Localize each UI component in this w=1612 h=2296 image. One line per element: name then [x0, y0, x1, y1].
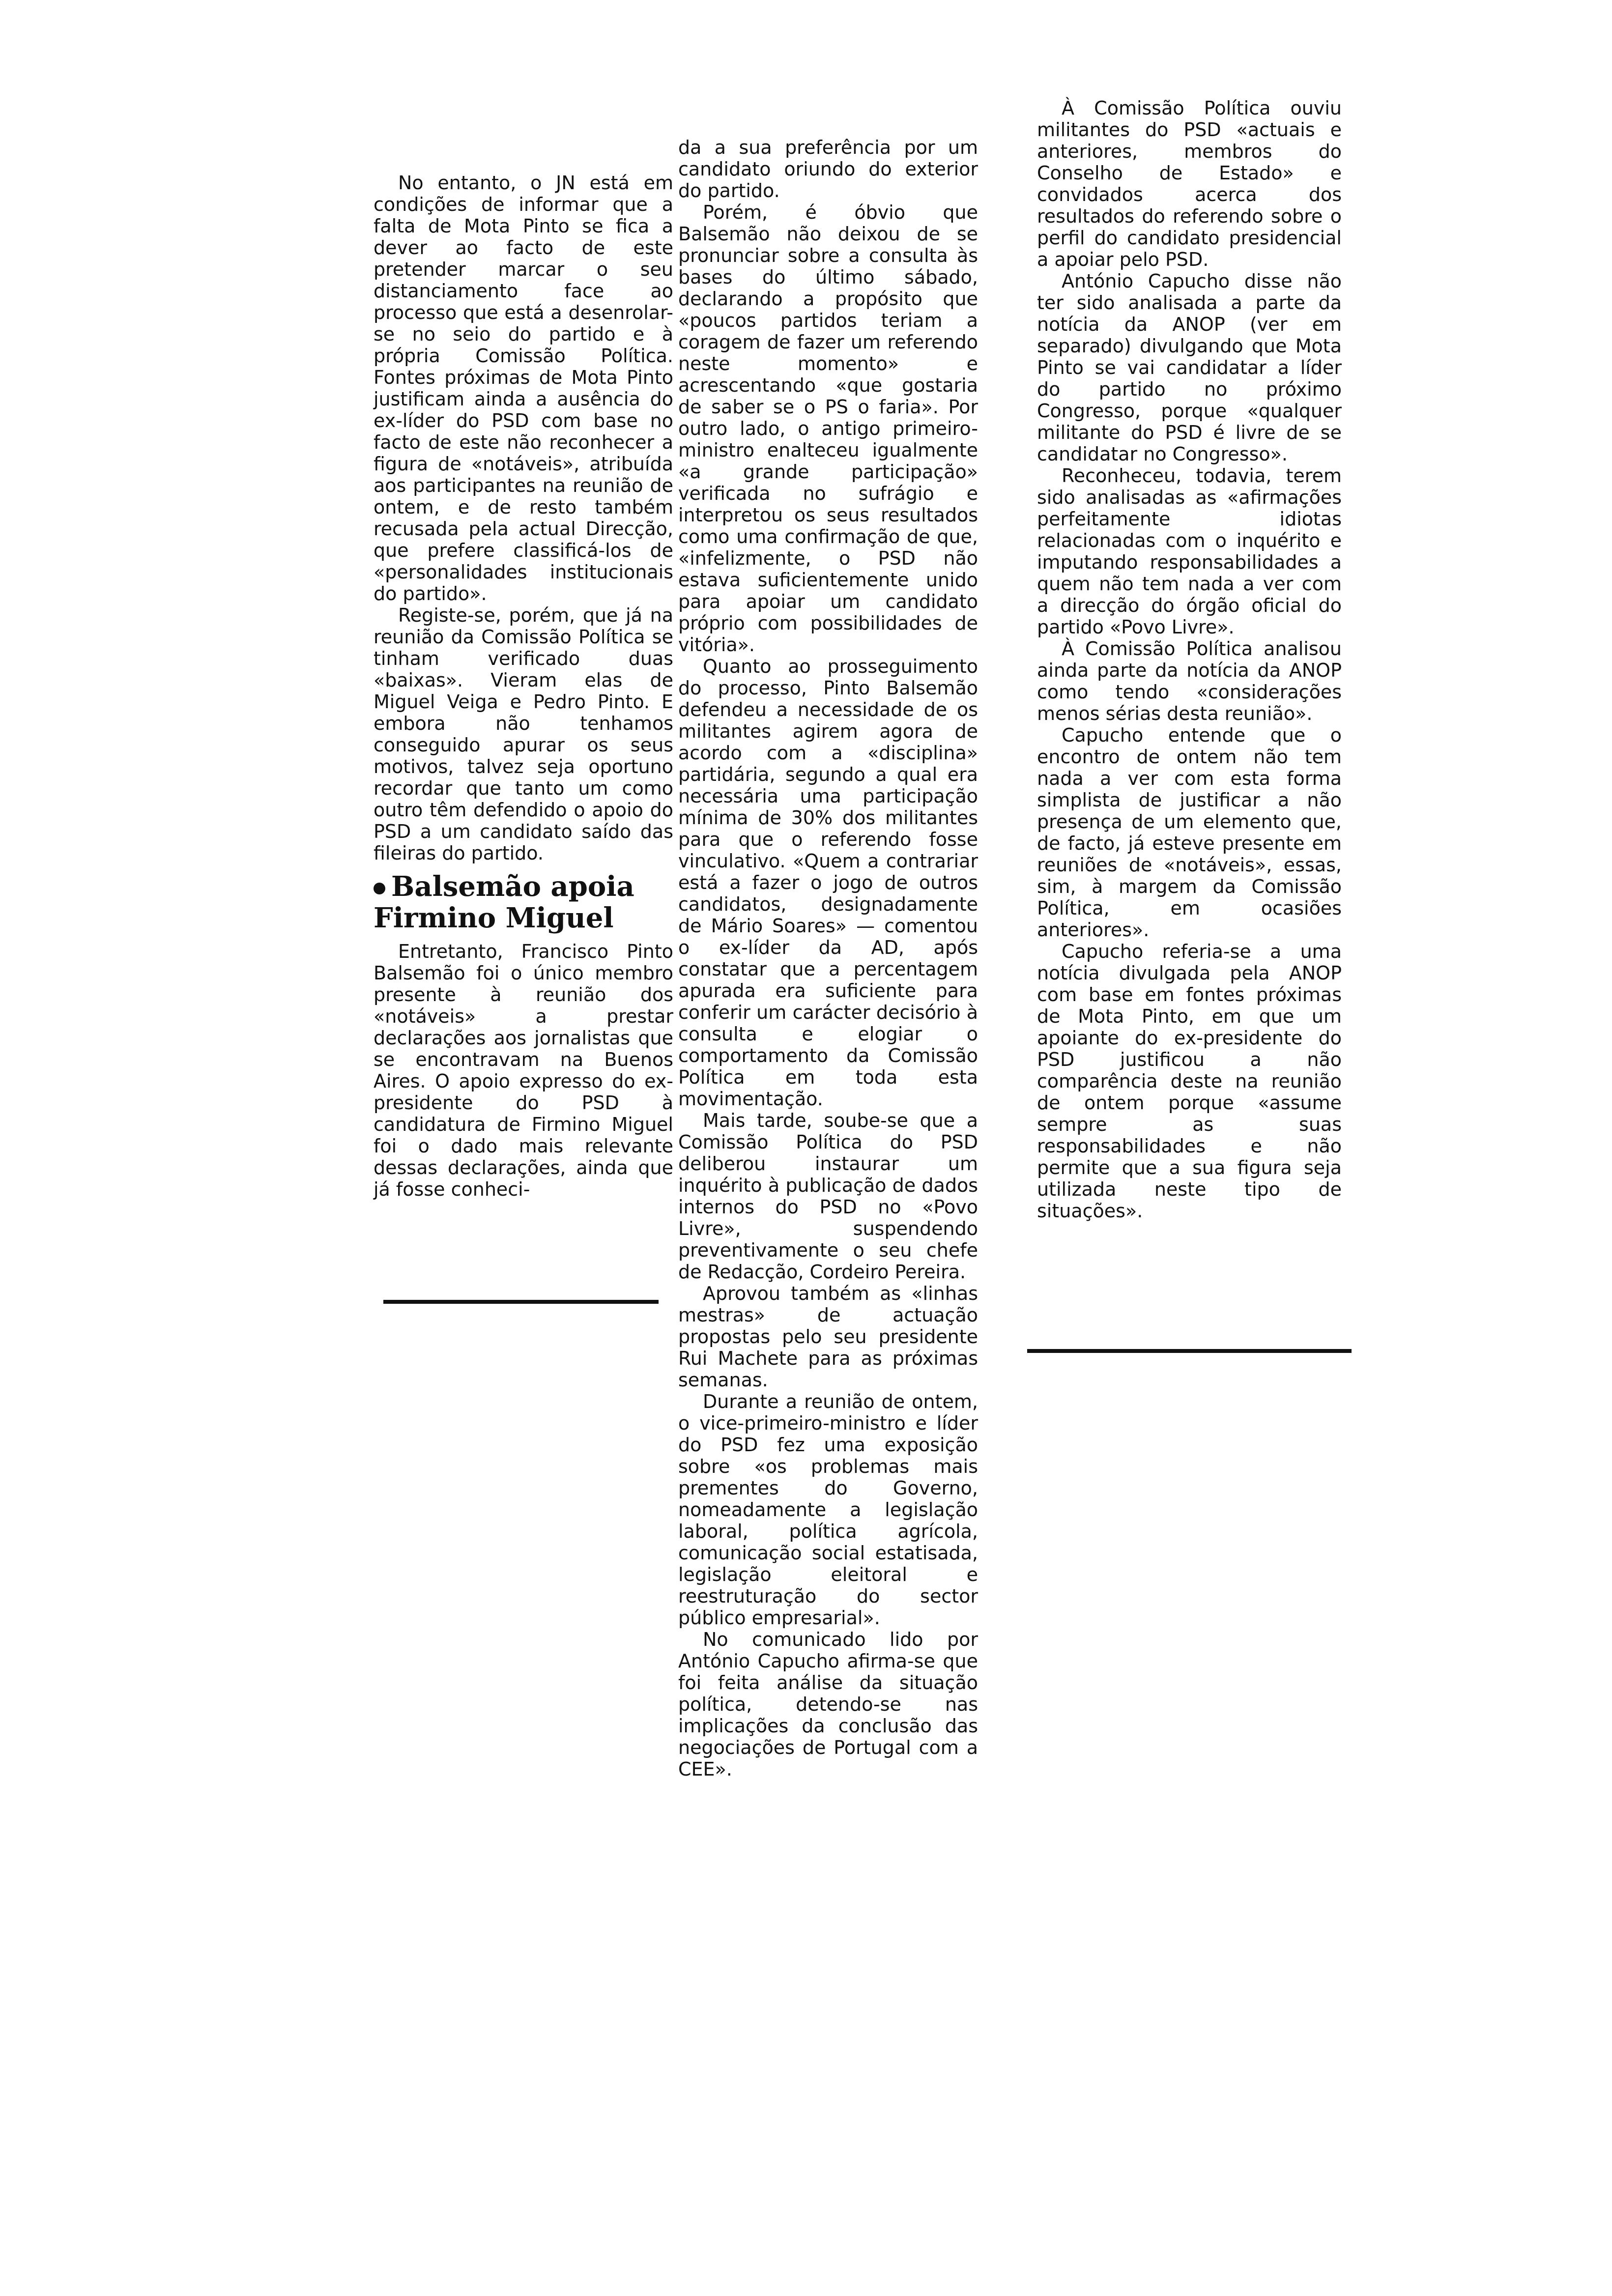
- article-column-3: [1037, 97, 1342, 1222]
- section-subheading: [374, 871, 673, 934]
- article-column-2: [678, 137, 978, 1780]
- paragraph: Registe-se, porém, que já na reunião da Comissão Política se tinham verificado duas «baixas». Vieram elas de Miguel Veiga e Pedro Pinto. E embora não tenhamos conseguido apurar os seus motivos, talvez seja oportuno recordar que tanto um como outro têm defendido o apoio do PSD a um candidato saído das fileiras do partido.: [374, 604, 673, 864]
- paragraph: Capucho referia-se a uma notícia divulgada pela ANOP com base em fontes próximas de Mota Pinto, em que um apoiante do ex-presidente do PSD justificou a não comparência deste na reunião de ontem porque «assume sempre as suas responsabilidades e não permite que a sua figura seja utilizada neste tipo de situações».: [1037, 941, 1342, 1222]
- paragraph: Quanto ao prosseguimento do processo, Pinto Balsemão defendeu a necessidade de os militantes agirem agora de acordo com a «disciplina» partidária, segundo a qual era necessária uma participação mínima de 30% dos militantes para que o referendo fosse vinculativo. «Quem a contrariar está a fazer o jogo de outros candidatos, designadamente de Mário Soares» — comentou o ex-líder da AD, após constatar que a percentagem apurada era suficiente para conferir um carácter decisório à consulta e elogiar o comportamento da Comissão Política em toda esta movimentação.: [678, 656, 978, 1110]
- paragraph: Reconheceu, todavia, terem sido analisadas as «afirmações perfeitamente idiotas relacionadas com o inquérito e imputando responsabilidades a quem não tem nada a ver com a direcção do órgão oficial do partido «Povo Livre».: [1037, 465, 1342, 638]
- paragraph: António Capucho disse não ter sido analisada a parte da notícia da ANOP (ver em separado) divulgando que Mota Pinto se vai candidatar a líder do partido no próximo Congresso, porque «qualquer militante do PSD é livre de se candidatar no Congresso».: [1037, 270, 1342, 465]
- column-end-rule: [1027, 1349, 1352, 1353]
- bullet-icon: [374, 883, 385, 894]
- paragraph: No entanto, o JN está em condições de informar que a falta de Mota Pinto se fica a dever ao facto de este pretender marcar o seu distanciamento face ao processo que está a desenrolar-se no seio do partido e à própria Comissão Política. Fontes próximas de Mota Pinto justificam ainda a ausência do ex-líder do PSD com base no facto de este não reconhecer a figura de «notáveis», atribuída aos participantes na reunião de ontem, e de resto também recusada pela actual Direcção, que prefere classificá-los de «personalidades institucionais do partido».: [374, 172, 673, 604]
- subheading-text: Balsemão apoia Firmino Miguel: [374, 870, 634, 934]
- paragraph: Durante a reunião de ontem, o vice-primeiro-ministro e líder do PSD fez uma exposição sobre «os problemas mais prementes do Governo, nomeadamente a legislação laboral, política agrícola, comunicação social estatisada, legislação eleitoral e reestruturação do sector público empresarial».: [678, 1391, 978, 1629]
- paragraph: Aprovou também as «linhas mestras» de actuação propostas pelo seu presidente Rui Machete para as próximas semanas.: [678, 1283, 978, 1391]
- paragraph: Mais tarde, soube-se que a Comissão Política do PSD deliberou instaurar um inquérito à publicação de dados internos do PSD no «Povo Livre», suspendendo preventivamente o seu chefe de Redacção, Cordeiro Pereira.: [678, 1110, 978, 1283]
- paragraph: À Comissão Política analisou ainda parte da notícia da ANOP como tendo «considerações menos sérias desta reunião».: [1037, 638, 1342, 724]
- article-column-1: [374, 172, 673, 1200]
- paragraph: Entretanto, Francisco Pinto Balsemão foi o único membro presente à reunião dos «notáveis» a prestar declarações aos jornalistas que se encontravam na Buenos Aires. O apoio expresso do ex-presidente do PSD à candidatura de Firmino Miguel foi o dado mais relevante dessas declarações, ainda que já fosse conheci-: [374, 941, 673, 1200]
- paragraph: À Comissão Política ouviu militantes do PSD «actuais e anteriores, membros do Conselho de Estado» e convidados acerca dos resultados do referendo sobre o perfil do candidato presidencial a apoiar pelo PSD.: [1037, 97, 1342, 270]
- column-end-rule: [383, 1300, 659, 1304]
- paragraph: No comunicado lido por António Capucho afirma-se que foi feita análise da situação política, detendo-se nas implicações da conclusão das negociações de Portugal com a CEE».: [678, 1629, 978, 1780]
- paragraph: Porém, é óbvio que Balsemão não deixou de se pronunciar sobre a consulta às bases do último sábado, declarando a propósito que «poucos partidos teriam a coragem de fazer um referendo neste momento» e acrescentando «que gostaria de saber se o PS o faria». Por outro lado, o antigo primeiro-ministro enalteceu igualmente «a grande participação» verificada no sufrágio e interpretou os seus resultados como uma confirmação de que, «infelizmente, o PSD não estava suficientemente unido para apoiar um candidato próprio com possibilidades de vitória».: [678, 201, 978, 656]
- paragraph: Capucho entende que o encontro de ontem não tem nada a ver com esta forma simplista de justificar a não presença de um elemento que, de facto, já esteve presente em reuniões de «notáveis», essas, sim, à margem da Comissão Política, em ocasiões anteriores».: [1037, 724, 1342, 941]
- paragraph: da a sua preferência por um candidato oriundo do exterior do partido.: [678, 137, 978, 201]
